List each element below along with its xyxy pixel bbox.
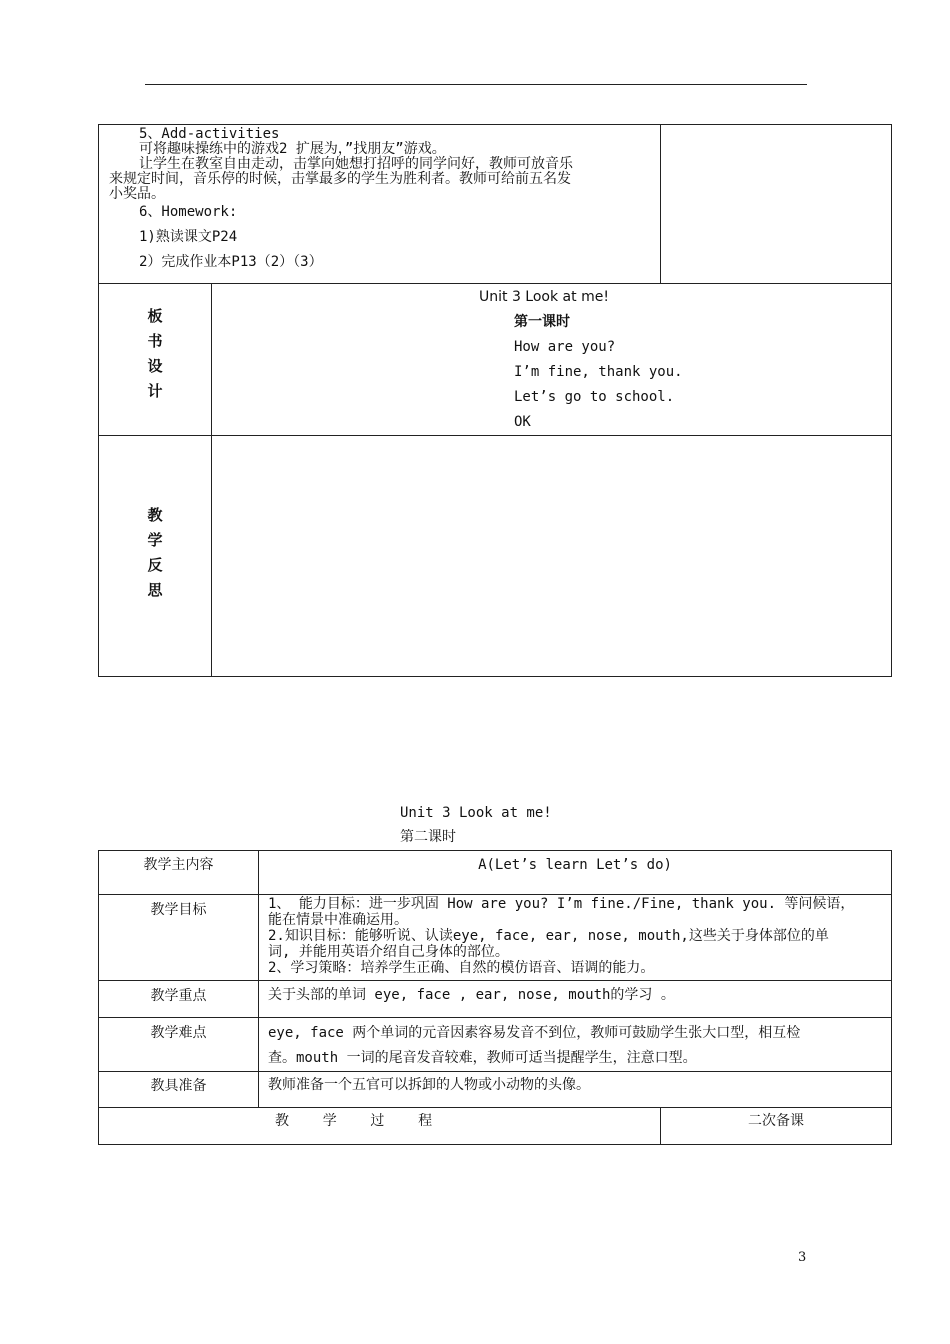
goal-line: 1、 能力目标：进一步巩固 How are you? I’m fine./Fine, thank you. 等问候语， — [268, 896, 855, 912]
lesson2-subtitle: 第二课时 — [400, 829, 456, 845]
activity-line: 可将趣味操练中的游戏2 扩展为，”找朋友”游戏。 — [139, 141, 446, 157]
continuation-cell — [99, 125, 661, 284]
materials-content: 教师准备一个五官可以拆卸的人物或小动物的头像。 — [259, 1072, 892, 1108]
lesson-plan-table-2 — [98, 850, 892, 1145]
process-header: 教 学 过 程 — [99, 1108, 661, 1145]
goal-line: 2、学习策略：培养学生正确、自然的模仿语音、语调的能力。 — [268, 960, 655, 976]
goal-line: 2.知识目标：能够听说、认读eye, face, ear, nose, mouth,这些关于身体部位的单 — [268, 928, 829, 944]
second-prep-header: 二次备课 — [661, 1108, 892, 1145]
main-content-label: 教学主内容 — [99, 851, 259, 895]
main-content-value: A(Let’s learn Let’s do) — [259, 851, 892, 895]
goal-line: 能在情景中准确运用。 — [268, 912, 408, 928]
difficulty-content — [259, 1018, 892, 1072]
difficulty-label: 教学难点 — [99, 1018, 259, 1072]
activity-heading: 5、Add-activities — [139, 126, 280, 142]
board-design-label: 板 书 设 计 — [99, 284, 212, 436]
homework-heading: 6、Homework: — [139, 204, 238, 220]
board-title: Unit 3 Look at me! — [479, 289, 609, 305]
homework-item: 1)熟读课文P24 — [139, 229, 238, 245]
goal-line: 词, 并能用英语介绍自己身体的部位。 — [268, 944, 509, 960]
homework-item: 2）完成作业本P13（2）（3） — [139, 254, 323, 270]
header-rule — [145, 84, 807, 85]
activity-line: 来规定时间，音乐停的时候，击掌最多的学生为胜利者。教师可给前五名发 — [109, 171, 571, 187]
board-line: OK — [514, 414, 531, 430]
difficulty-line: 查。mouth 一词的尾音发音较难，教师可适当提醒学生，注意口型。 — [268, 1050, 697, 1066]
reflection-content — [212, 436, 892, 677]
board-design-content — [212, 284, 892, 436]
board-line: I’m fine, thank you. — [514, 364, 683, 380]
goals-content — [259, 895, 892, 981]
board-line: How are you? — [514, 339, 616, 355]
goals-label: 教学目标 — [99, 895, 259, 981]
page-number: 3 — [798, 1250, 807, 1265]
reflection-label: 教 学 反 思 — [99, 436, 212, 677]
focus-content: 关于头部的单词 eye, face , ear, nose, mouth的学习 。 — [259, 981, 892, 1018]
activity-line: 让学生在教室自由走动，击掌向她想打招呼的同学问好，教师可放音乐 — [139, 156, 573, 172]
board-line: Let’s go to school. — [514, 389, 675, 405]
focus-label: 教学重点 — [99, 981, 259, 1018]
difficulty-line: eye, face 两个单词的元音因素容易发音不到位，教师可鼓励学生张大口型，相互检 — [268, 1025, 801, 1041]
activity-line: 小奖品。 — [109, 186, 165, 202]
lesson2-title: Unit 3 Look at me! — [400, 805, 552, 821]
lesson-plan-table-1 — [98, 124, 892, 677]
materials-label: 教具准备 — [99, 1072, 259, 1108]
board-subtitle: 第一课时 — [514, 314, 570, 330]
second-prep-cell — [661, 125, 892, 284]
